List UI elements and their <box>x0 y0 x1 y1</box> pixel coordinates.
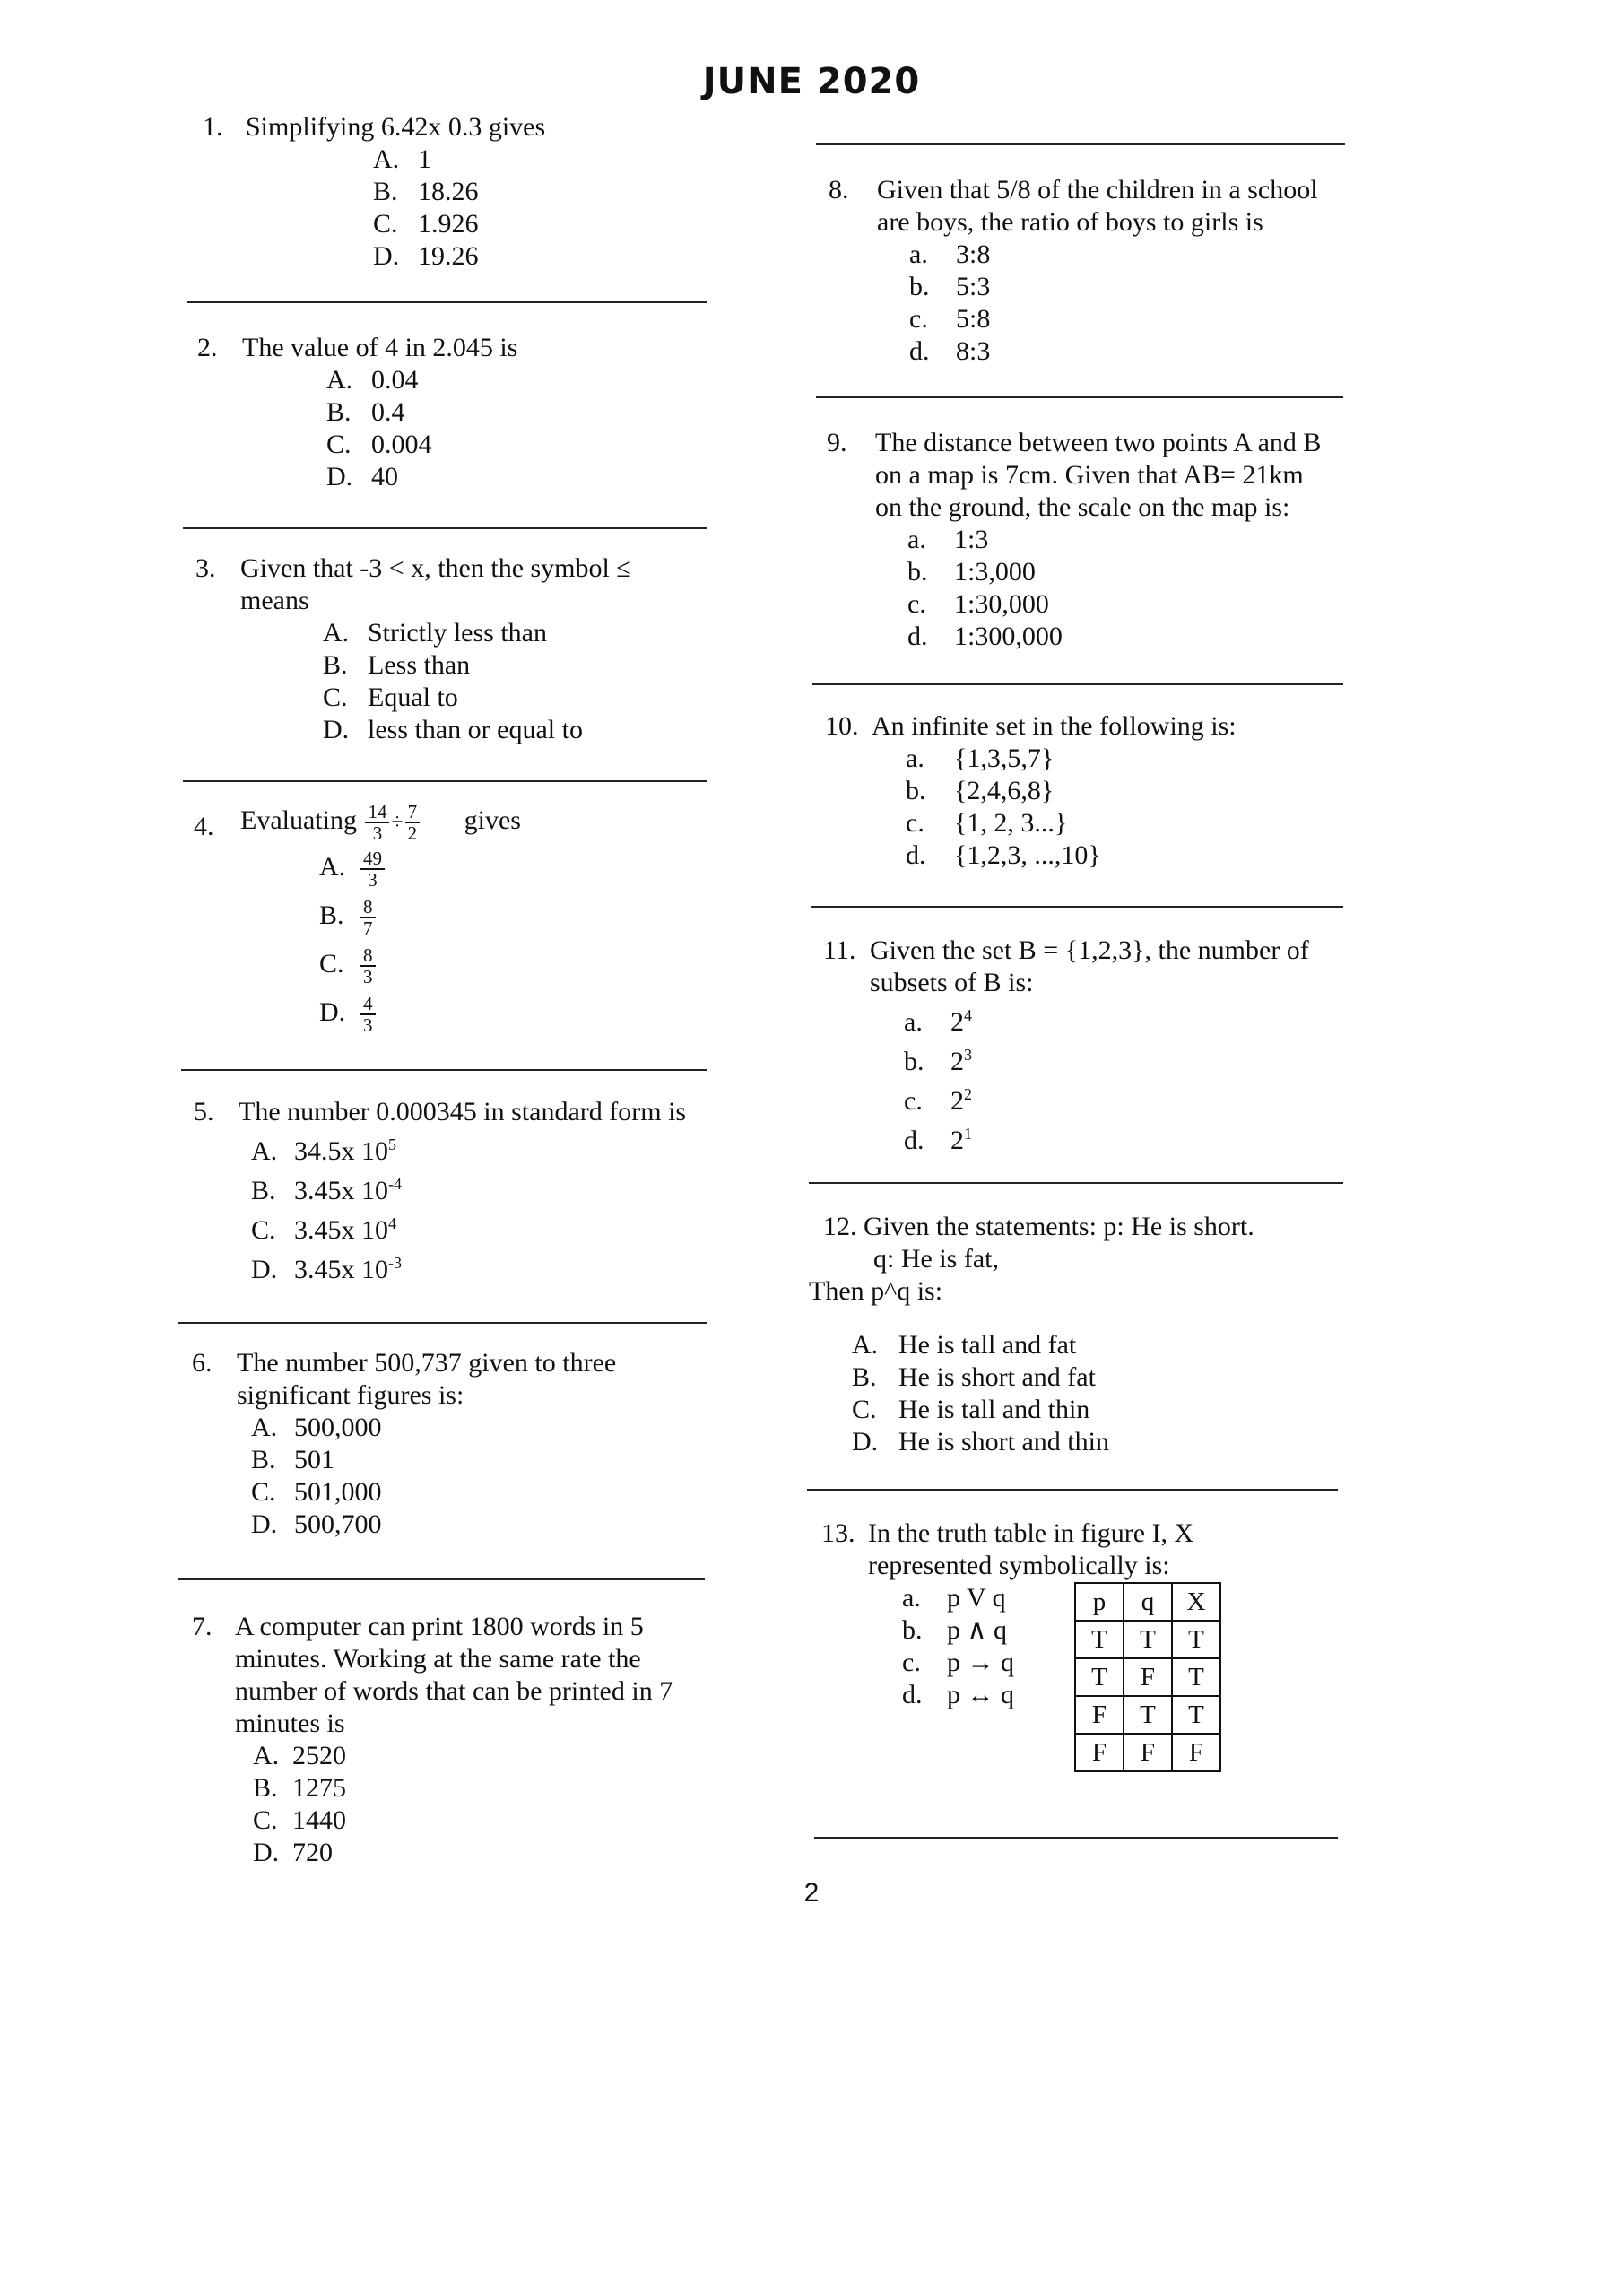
options-q6 <box>251 1412 732 1541</box>
question-number: 2. <box>197 333 218 362</box>
option: D. 500,700 <box>251 1509 382 1539</box>
table-cell: T <box>1172 1658 1220 1696</box>
option: c. $2^2$ <box>904 1085 972 1116</box>
divider <box>181 1069 707 1071</box>
page-number: 2 <box>803 1878 820 1908</box>
option: A. 500,000 <box>251 1413 382 1442</box>
table-cell: F <box>1172 1734 1220 1771</box>
table-cell: F <box>1075 1696 1124 1734</box>
divider <box>807 1489 1338 1491</box>
page-title: JUNE 2020 <box>702 61 921 102</box>
question-number: 7. <box>192 1612 213 1641</box>
table-header: q <box>1124 1583 1172 1621</box>
options-q8 <box>909 239 1345 368</box>
question-number: 1. <box>203 112 223 142</box>
option: C. He is tall and thin <box>852 1395 1090 1424</box>
table-header: p <box>1075 1583 1124 1621</box>
option: D. $\frac{4}{3}$ <box>319 994 732 1042</box>
question-12 <box>823 1211 1325 1275</box>
option: b. $2^3$ <box>904 1046 972 1076</box>
divider <box>812 683 1343 685</box>
question-stem <box>240 802 732 843</box>
left-column <box>176 111 732 1869</box>
option: C. Equal to <box>323 683 458 712</box>
options-q13 <box>902 1582 1014 1711</box>
table-row <box>1075 1734 1220 1771</box>
question-stem: The distance between two points A and B on a map is 7cm. Given that AB= 21km on the ground, the scale on the map is: <box>875 428 1322 522</box>
table-header-row <box>1075 1583 1220 1621</box>
option: D. less than or equal to <box>323 715 583 744</box>
divider <box>816 396 1343 398</box>
option: B. $\frac{8}{7}$ <box>319 897 732 945</box>
stem-text: gives <box>464 804 521 835</box>
question-5 <box>194 1096 714 1128</box>
fraction: $\frac{14}{3}$ <box>365 802 389 843</box>
option: a. {1,3,5,7} <box>906 744 1055 773</box>
options-q12 <box>852 1329 1345 1458</box>
table-cell: F <box>1124 1658 1172 1696</box>
option: C. 501,000 <box>251 1477 382 1507</box>
stem-text: Given the statements: p: He is short. <box>864 1212 1254 1241</box>
question-stem: Given that -3 < x, then the symbol ≤ means <box>240 553 631 615</box>
table-cell: T <box>1124 1696 1172 1734</box>
option: a. p V q <box>902 1583 1006 1613</box>
table-cell: T <box>1075 1658 1124 1696</box>
question-10 <box>825 710 1327 743</box>
option: D. 720 <box>253 1838 333 1867</box>
options-q11 <box>904 999 1345 1157</box>
divider <box>178 1322 707 1324</box>
options-q3 <box>323 617 732 746</box>
option: A. 34.5x $10^5$ <box>251 1135 396 1166</box>
question-number: 9. <box>827 428 847 457</box>
question-stem: In the truth table in figure I, X represented symbolically is: <box>868 1518 1194 1580</box>
option: C. 1.926 <box>373 209 479 239</box>
option: c. p → q <box>902 1648 1014 1677</box>
divider <box>816 144 1345 145</box>
options-q4 <box>319 848 732 1042</box>
stem-text: q: He is fat, <box>873 1244 999 1274</box>
question-number: 13. <box>821 1518 855 1548</box>
option: d. 8:3 <box>909 336 991 366</box>
q13-body <box>807 1582 1345 1774</box>
question-7 <box>192 1611 694 1740</box>
question-stem: An infinite set in the following is: <box>872 711 1237 741</box>
question-11 <box>823 935 1347 999</box>
question-stem: The number 0.000345 in standard form is <box>239 1097 687 1126</box>
question-stem: The value of 4 in 2.045 is <box>242 333 518 362</box>
right-column <box>807 140 1345 1839</box>
divider <box>178 1578 705 1580</box>
option: a. 3:8 <box>909 239 991 269</box>
options-q9 <box>907 524 1345 653</box>
question-number: 5. <box>194 1097 214 1126</box>
question-number: 8. <box>829 175 849 204</box>
stem-text: Then p^q is: <box>809 1276 943 1306</box>
option: b. 1:3,000 <box>907 557 1036 587</box>
question-8 <box>829 174 1331 239</box>
stem-text: Evaluating <box>240 804 357 835</box>
option: A. He is tall and fat <box>852 1330 1077 1360</box>
option: D. 3.45x $10^{-3}$ <box>251 1254 402 1284</box>
question-stem <box>823 1211 1325 1243</box>
question-number: 3. <box>195 553 216 583</box>
table-cell: T <box>1172 1696 1220 1734</box>
option: a. 1:3 <box>907 525 989 554</box>
option: A. 0.04 <box>326 365 419 395</box>
option: B. 1275 <box>253 1773 346 1803</box>
question-number: 11. <box>823 935 856 965</box>
table-row <box>1075 1658 1220 1696</box>
question-3 <box>195 552 680 617</box>
option: C. $\frac{8}{3}$ <box>319 945 732 994</box>
option: d. {1,2,3, ...,10} <box>906 840 1101 870</box>
question-stem: A computer can print 1800 words in 5 minutes. Working at the same rate the number of words that can be printed in 7 minutes is <box>235 1612 673 1738</box>
option: A. 1 <box>373 144 431 174</box>
option: B. 3.45x $10^{-4}$ <box>251 1175 402 1205</box>
options-q5 <box>251 1128 732 1286</box>
option: A. $\frac{49}{3}$ <box>319 848 732 897</box>
option: B. 18.26 <box>373 177 479 206</box>
option: b. 5:3 <box>909 272 991 301</box>
option: d. p ↔ q <box>902 1680 1014 1709</box>
divider <box>183 527 707 529</box>
truth-table <box>1074 1582 1221 1772</box>
question-stem: The number 500,737 given to three significant figures is: <box>237 1348 617 1410</box>
question-number: 6. <box>192 1348 213 1378</box>
question-stem: Simplifying 6.42x 0.3 gives <box>246 112 546 142</box>
divider <box>814 1837 1338 1839</box>
table-row <box>1075 1696 1220 1734</box>
option: B. 0.4 <box>326 397 405 427</box>
option: B. 501 <box>251 1445 334 1474</box>
question-stem: Given that 5/8 of the children in a school are boys, the ratio of boys to girls is <box>877 175 1318 237</box>
divider <box>183 780 707 782</box>
options-q10 <box>906 743 1345 872</box>
options-q2 <box>326 364 732 493</box>
fraction: $\frac{7}{2}$ <box>405 802 421 843</box>
option: C. 3.45x $10^4$ <box>251 1214 396 1245</box>
question-9 <box>827 427 1329 524</box>
question-13 <box>821 1518 1324 1582</box>
option: D. 19.26 <box>373 241 479 271</box>
table-cell: F <box>1124 1734 1172 1771</box>
question-4 <box>194 802 732 848</box>
option: b. p ∧ q <box>902 1615 1007 1645</box>
options-q1 <box>373 144 732 273</box>
question-stem: Given the set B = {1,2,3}, the number of subsets of B is: <box>870 935 1309 997</box>
question-number: 4. <box>194 812 214 841</box>
option: D. He is short and thin <box>852 1427 1109 1457</box>
option: B. Less than <box>323 650 471 680</box>
table-row <box>1075 1621 1220 1658</box>
question-6 <box>192 1347 658 1412</box>
table-cell: T <box>1124 1621 1172 1658</box>
option: B. He is short and fat <box>852 1362 1096 1392</box>
divide-operator: ÷ <box>391 810 404 834</box>
option: c. {1, 2, 3...} <box>906 808 1068 838</box>
divider <box>811 906 1343 908</box>
question-2 <box>197 332 732 364</box>
option: c. 1:30,000 <box>907 589 1049 619</box>
option: A. 2520 <box>253 1741 346 1770</box>
option: a. $2^4$ <box>904 1006 972 1037</box>
question-1 <box>203 111 732 144</box>
option: d. $2^1$ <box>904 1125 972 1155</box>
option: d. 1:300,000 <box>907 622 1063 651</box>
question-number: 10. <box>825 711 859 741</box>
divider <box>809 1182 1343 1184</box>
question-number: 12. <box>823 1212 857 1241</box>
table-cell: T <box>1075 1621 1124 1658</box>
table-cell: F <box>1075 1734 1124 1771</box>
option: D. 40 <box>326 462 398 491</box>
option: A. Strictly less than <box>323 618 547 648</box>
option: C. 1440 <box>253 1805 346 1835</box>
option: C. 0.004 <box>326 430 432 459</box>
divider <box>187 301 707 303</box>
option: b. {2,4,6,8} <box>906 776 1055 805</box>
options-q7 <box>253 1740 732 1869</box>
table-header: X <box>1172 1583 1220 1621</box>
option: c. 5:8 <box>909 304 991 334</box>
table-cell: T <box>1172 1621 1220 1658</box>
